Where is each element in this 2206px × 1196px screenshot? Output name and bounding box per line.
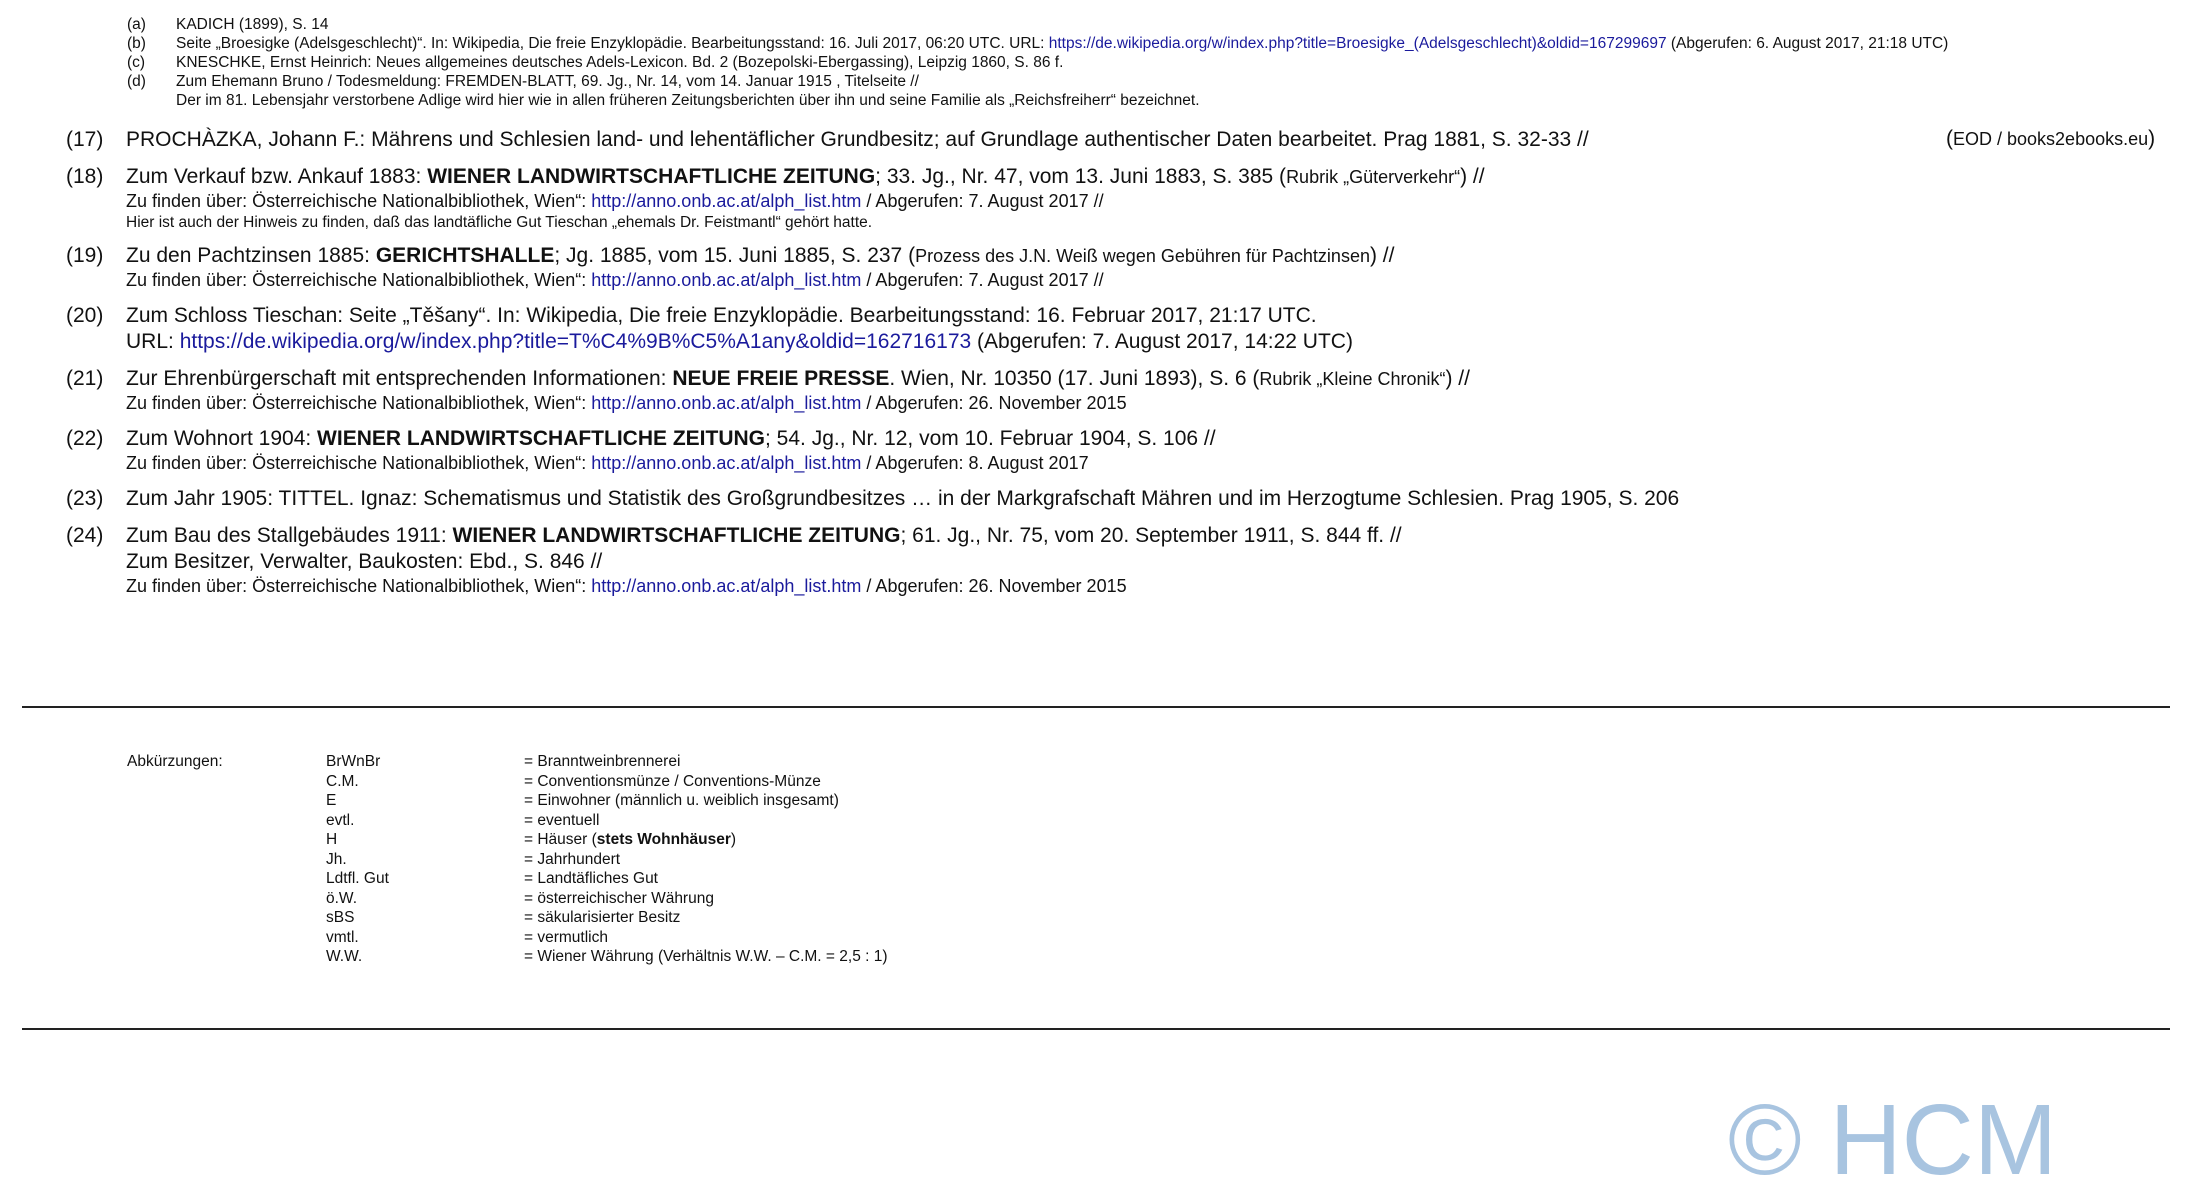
publication-title: WIENER LANDWIRTSCHAFTLICHE ZEITUNG — [452, 524, 901, 547]
reference-number: (18) — [66, 165, 104, 188]
abbreviation-key: Jh. — [326, 850, 347, 868]
text-segment: / Abgerufen: 7. August 2017 // — [861, 191, 1104, 211]
text-segment: URL: — [126, 330, 180, 353]
abbreviation-value — [524, 889, 714, 909]
reference-body — [126, 523, 2166, 598]
text-segment: Der im 81. Lebensjahr verstorbene Adlige wird hier wie in allen früheren Zeitungsberichten über ihn und seine Familie als „Reichsfreiherr“ bezeichnet. — [176, 92, 1200, 109]
text-segment: = Conventionsmünze / Conventions-Münze — [524, 772, 821, 790]
note-item — [127, 34, 1948, 53]
rubrik-note: Prozess des J.N. Weiß wegen Gebühren für Pachtzinsen — [915, 246, 1370, 266]
reference-item — [66, 486, 2166, 512]
copyright-watermark: © HCM — [1728, 1084, 2058, 1196]
text-segment: Zu den Pachtzinsen 1885: — [126, 244, 376, 267]
text-segment: KNESCHKE, Ernst Heinrich: Neues allgemeines deutsches Adels-Lexicon. Bd. 2 (Bozepolski-Ebergassing), Leipzig 1860, S. 86 f. — [176, 54, 1064, 71]
abbreviation-value — [524, 772, 821, 792]
reference-link[interactable]: https://de.wikipedia.org/w/index.php?title=Broesigke_(Adelsgeschlecht)&oldid=167299697 — [1048, 35, 1667, 52]
abbreviation-value — [524, 869, 658, 889]
text-segment: Zum Schloss Tieschan: Seite „Těšany“. In: Wikipedia, Die freie Enzyklopädie. Bearbeitungsstand: 16. Februar 2017, 21:17 UTC. — [126, 304, 1317, 327]
note-text — [176, 72, 919, 91]
reference-line — [126, 549, 2166, 575]
text-segment: ; 33. Jg., Nr. 47, vom 13. Juni 1883, S. 385 ( — [875, 165, 1287, 188]
source-text: EOD / books2ebooks.eu — [1953, 129, 2149, 149]
text-segment: Zum Wohnort 1904: — [126, 427, 318, 450]
abbreviation-value — [524, 830, 736, 850]
text-segment: Zur Ehrenbürgerschaft mit entsprechenden Informationen: — [126, 367, 673, 390]
note-item — [127, 91, 1948, 110]
reference-line — [126, 329, 2166, 355]
text-segment: Zu finden über: Österreichische Nationalbibliothek, Wien“: — [126, 191, 592, 211]
note-label — [127, 91, 176, 110]
reference-item — [66, 164, 2166, 232]
publication-title: NEUE FREIE PRESSE — [672, 367, 890, 390]
text-segment: ) // — [1460, 165, 1485, 188]
text-segment: = Branntweinbrennerei — [524, 753, 681, 770]
abbreviation-key: Ldtfl. Gut — [326, 870, 389, 887]
reference-item — [66, 426, 2166, 475]
reference-body — [126, 243, 2166, 292]
abbreviation-value — [524, 811, 599, 831]
reference-item — [66, 303, 2166, 355]
reference-line — [126, 575, 2166, 598]
note-label: (a) — [127, 16, 146, 33]
reference-body — [126, 127, 2166, 153]
abbreviation-value — [524, 850, 620, 870]
publication-title: GERICHTSHALLE — [375, 244, 555, 267]
note-text — [176, 15, 328, 34]
text-segment: (Abgerufen: 6. August 2017, 21:18 UTC) — [1666, 35, 1949, 52]
divider-bottom — [22, 1028, 2170, 1030]
note-text — [176, 34, 1948, 53]
reference-body — [126, 164, 2166, 232]
reference-link[interactable]: http://anno.onb.ac.at/alph_list.htm — [591, 393, 862, 413]
references-list — [66, 127, 2166, 609]
text-segment: PROCHÀZKA, Johann F.: Mährens und Schlesien land- und lehentäflicher Grundbesitz; auf Grundlage authentischer Daten bearbeitet. Prag 1881, S. 32-33 // — [126, 128, 1589, 151]
note-item — [127, 15, 1948, 34]
text-segment: Zum Bau des Stallgebäudes 1911: — [126, 524, 453, 547]
text-segment: ) // — [1369, 244, 1395, 267]
text-segment: Zu finden über: Österreichische Nationalbibliothek, Wien“: — [126, 453, 592, 473]
reference-body — [126, 426, 2166, 475]
reference-link[interactable]: https://de.wikipedia.org/w/index.php?title=T%C4%9B%C5%A1any&oldid=162716173 — [179, 330, 972, 353]
note-text — [176, 91, 1200, 110]
text-segment: Zum Besitzer, Verwalter, Baukosten: Ebd., S. 846 // — [126, 550, 603, 573]
text-segment: Zum Ehemann Bruno / Todesmeldung: FREMDEN-BLATT, 69. Jg., Nr. 14, vom 14. Januar 1915 , Titelseite // — [176, 73, 919, 90]
reference-body — [126, 486, 2166, 512]
text-segment: / Abgerufen: 8. August 2017 — [861, 453, 1089, 473]
reference-number: (23) — [66, 487, 104, 510]
divider-top — [22, 706, 2170, 708]
text-segment: = Wiener Währung (Verhältnis W.W. – C.M. = 2,5 : 1) — [524, 948, 888, 965]
reference-link[interactable]: http://anno.onb.ac.at/alph_list.htm — [591, 191, 862, 211]
reference-line — [126, 164, 2166, 190]
text-segment: Zu finden über: Österreichische Nationalbibliothek, Wien“: — [126, 393, 592, 413]
text-segment: = säkularisierter Besitz — [524, 909, 681, 926]
text-segment: = eventuell — [524, 811, 600, 829]
note-text — [176, 53, 1063, 72]
note-label: (c) — [127, 54, 146, 71]
reference-number: (21) — [66, 367, 104, 390]
text-segment: / Abgerufen: 7. August 2017 // — [861, 270, 1104, 290]
text-segment: = österreichischer Währung — [524, 889, 714, 907]
reference-line — [126, 190, 2166, 213]
reference-number: (19) — [66, 244, 104, 267]
reference-line — [126, 366, 2166, 392]
source-paren: ) — [2148, 127, 2156, 150]
text-segment: ; 54. Jg., Nr. 12, vom 10. Februar 1904, S. 106 // — [765, 427, 1216, 450]
abbreviation-value — [524, 791, 839, 811]
reference-link[interactable]: http://anno.onb.ac.at/alph_list.htm — [591, 453, 862, 473]
abbreviation-value — [524, 947, 888, 967]
reference-item — [66, 127, 2166, 153]
abbreviation-key: H — [326, 831, 338, 848]
abbreviation-value — [524, 908, 680, 928]
rubrik-note: Rubrik „Kleine Chronik“ — [1259, 369, 1446, 389]
reference-number: (22) — [66, 427, 104, 450]
text-segment: = vermutlich — [524, 928, 608, 946]
abbreviations-heading: Abkürzungen: — [127, 753, 223, 770]
reference-number: (24) — [66, 524, 104, 547]
text-segment: ; 61. Jg., Nr. 75, vom 20. September 1911, S. 844 ff. // — [900, 524, 1402, 547]
reference-line — [126, 213, 2166, 232]
abbreviation-value — [524, 752, 680, 772]
abbreviation-key: vmtl. — [326, 928, 359, 946]
text-segment: = Jahrhundert — [524, 850, 621, 868]
abbreviation-key: ö.W. — [326, 889, 358, 907]
abbreviation-key: C.M. — [326, 772, 359, 790]
text-segment: . Wien, Nr. 10350 (17. Juni 1893), S. 6 ( — [889, 367, 1260, 390]
publication-title: WIENER LANDWIRTSCHAFTLICHE ZEITUNG — [317, 427, 766, 450]
abbreviation-key: W.W. — [326, 948, 363, 965]
text-segment: / Abgerufen: 26. November 2015 — [861, 393, 1127, 413]
text-segment: Zu finden über: Österreichische Nationalbibliothek, Wien“: — [126, 576, 592, 596]
reference-line — [126, 426, 2166, 452]
text-segment: (Abgerufen: 7. August 2017, 14:22 UTC) — [971, 330, 1353, 353]
abbreviation-key: BrWnBr — [326, 753, 381, 770]
reference-line — [126, 392, 2166, 415]
reference-item — [66, 366, 2166, 415]
text-segment: Seite „Broesigke (Adelsgeschlecht)“. In: Wikipedia, Die freie Enzyklopädie. Bearbeitungsstand: 16. Juli 2017, 06:20 UTC. URL: — [176, 35, 1049, 52]
reference-line — [126, 303, 2166, 329]
note-item — [127, 53, 1948, 72]
text-segment: ) // — [1445, 367, 1470, 390]
reference-line — [126, 452, 2166, 475]
reference-item — [66, 243, 2166, 292]
text-segment: = Landtäfliches Gut — [524, 870, 658, 887]
text-segment: / Abgerufen: 26. November 2015 — [861, 576, 1127, 596]
text-segment: = Einwohner (männlich u. weiblich insgesamt) — [524, 792, 839, 809]
note-label: (b) — [127, 35, 146, 52]
publication-title: stets Wohnhäuser — [596, 831, 731, 848]
abbreviation-key: E — [326, 792, 337, 809]
reference-link[interactable]: http://anno.onb.ac.at/alph_list.htm — [591, 576, 862, 596]
reference-line — [126, 269, 2166, 292]
text-segment: Hier ist auch der Hinweis zu finden, daß das landtäfliche Gut Tieschan „ehemals Dr. Feistmantl“ gehört hatte. — [126, 214, 873, 231]
reference-line — [126, 127, 2166, 153]
rubrik-note: Rubrik „Güterverkehr“ — [1286, 167, 1461, 187]
text-segment: Zum Verkauf bzw. Ankauf 1883: — [126, 165, 428, 188]
reference-body — [126, 303, 2166, 355]
reference-number: (20) — [66, 304, 104, 327]
abbreviation-key: sBS — [326, 909, 355, 926]
publication-title: WIENER LANDWIRTSCHAFTLICHE ZEITUNG — [427, 165, 876, 188]
abbreviation-value — [524, 928, 608, 948]
reference-item — [66, 523, 2166, 598]
text-segment: ; Jg. 1885, vom 15. Juni 1885, S. 237 ( — [554, 244, 916, 267]
abbreviation-key: evtl. — [326, 811, 355, 829]
reference-line — [126, 243, 2166, 269]
text-segment: Zum Jahr 1905: TITTEL. Ignaz: Schematismus und Statistik des Großgrundbesitzes … in der Markgrafschaft Mähren und im Herzogtume Schlesien. Prag 1905, S. 206 — [126, 487, 1680, 510]
reference-link[interactable]: http://anno.onb.ac.at/alph_list.htm — [591, 270, 862, 290]
text-segment: = Häuser ( — [524, 831, 597, 848]
source-note — [1946, 127, 2155, 151]
reference-line — [126, 523, 2166, 549]
reference-number: (17) — [66, 128, 104, 151]
note-item — [127, 72, 1948, 91]
reference-line — [126, 486, 2166, 512]
source-paren: ( — [1946, 127, 1953, 150]
note-label: (d) — [127, 73, 146, 90]
text-segment: Zu finden über: Österreichische Nationalbibliothek, Wien“: — [126, 270, 592, 290]
text-segment: ) — [730, 831, 737, 848]
text-segment: KADICH (1899), S. 14 — [176, 16, 329, 33]
notes-list — [127, 15, 1948, 110]
reference-body — [126, 366, 2166, 415]
